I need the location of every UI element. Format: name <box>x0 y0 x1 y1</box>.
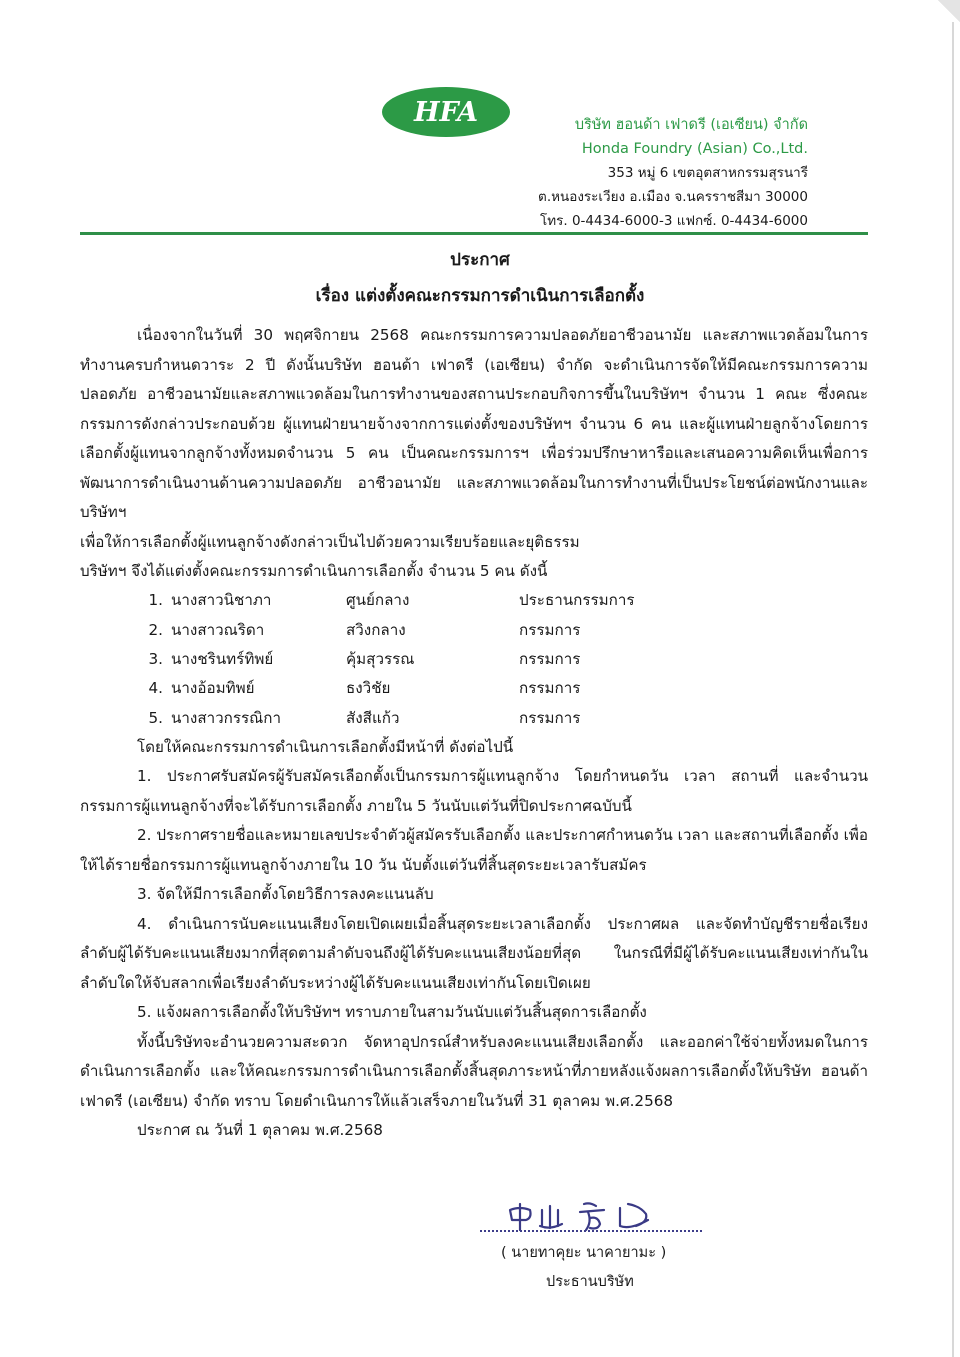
duty-item: 2. ประกาศรายชื่อและหมายเลขประจำตัวผู้สมัครรับเลือกตั้ง และประกาศกำหนดวัน เวลา และสถานที่เลือกตั้ง เพื่อให้ได้รายชื่อกรรมการผู้แทนลูกจ้างภายใน 10 วัน นับตั้งแต่วันที่สิ้นสุดระยะเวลารับสมัคร <box>80 826 868 874</box>
member-last-name: ศูนย์กลาง <box>346 591 410 610</box>
member-number: 1. <box>148 591 163 610</box>
company-address-line1: 353 หมู่ 6 เขตอุตสาหกรรมสุรนารี <box>607 165 808 181</box>
closing-paragraph: ทั้งนี้บริษัทจะอำนวยความสะดวก จัดหาอุปกรณ์สำหรับลงคะแนนเสียงเลือกตั้ง และออกค่าใช้จ่ายทั้งหมดในการดำเนินการเลือกตั้ง และให้คณะกรรมการดำเนินการเลือกตั้งสิ้นสุดภาระหน้าที่ภายหลังแจ้งผลการเลือกตั้งให้บริษัท ฮอนด้า เฟาดรี (เอเซียน) จำกัด ทราบ โดยดำเนินการให้แล้วเสร็จภายในวันที่ 31 ตุลาคม พ.ศ.2568 <box>80 1032 868 1110</box>
duty-item: 4. ดำเนินการนับคะแนนเสียงโดยเปิดเผยเมื่อสิ้นสุดระยะเวลาเลือกตั้ง ประกาศผล และจัดทำบัญชีรายชื่อเรียงลำดับผู้ได้รับคะแนนเสียงมากที่สุดตามลำดับจนถึงผู้ได้รับคะแนนเสียงน้อยที่สุด ในกรณีที่มีผู้ได้รับคะแนนเสียงเท่ากันในลำดับใดให้จับสลากเพื่อเรียงลำดับระหว่างผู้ได้รับคะแนนเสียงเท่ากันโดยเปิดเผย <box>80 914 868 992</box>
duty-item: 5. แจ้งผลการเลือกตั้งให้บริษัทฯ ทราบภายในสามวันนับแต่วันสิ้นสุดการเลือกตั้ง <box>137 1003 647 1022</box>
member-role: ประธานกรรมการ <box>519 591 635 610</box>
company-contact: โทร. 0-4434-6000-3 แฟกซ์. 0-4434-6000 <box>539 213 808 229</box>
list-item <box>80 674 868 703</box>
signatory-title: ประธานบริษัท <box>546 1274 634 1290</box>
list-item <box>80 616 868 645</box>
announcement-date: ประกาศ ณ วันที่ 1 ตุลาคม พ.ศ.2568 <box>137 1121 383 1140</box>
header-divider <box>80 232 868 235</box>
member-role: กรรมการ <box>519 650 581 668</box>
company-name-th: บริษัท ฮอนด้า เฟาดรี (เอเซียน) จำกัด <box>574 117 808 133</box>
logo-graphic <box>380 84 512 140</box>
duties-intro: โดยให้คณะกรรมการดำเนินการเลือกตั้งมีหน้าที่ ดังต่อไปนี้ <box>137 737 514 756</box>
duty-item: 1. ประกาศรับสมัครผู้รับสมัครเลือกตั้งเป็นกรรมการผู้แทนลูกจ้าง โดยกำหนดวัน เวลา สถานที่ และจำนวนกรรมการผู้แทนลูกจ้างที่จะได้รับการเลือกตั้ง ภายใน 5 วันนับแต่วันที่ปิดประกาศฉบับนี้ <box>80 767 868 815</box>
member-number: 3. <box>148 650 163 668</box>
signature-line <box>480 1230 702 1232</box>
member-number: 2. <box>148 620 163 639</box>
company-header <box>538 113 808 233</box>
announcement-subject: เรื่อง แต่งตั้งคณะกรรมการดำเนินการเลือกตั้ง <box>315 286 645 306</box>
logo-text: HFA <box>413 97 479 128</box>
list-item <box>80 704 868 733</box>
announcement-title: ประกาศ <box>450 250 510 270</box>
company-name-en: Honda Foundry (Asian) Co.,Ltd. <box>581 141 808 157</box>
member-number: 4. <box>148 679 163 698</box>
member-role: กรรมการ <box>519 708 581 727</box>
paragraph-purpose: เพื่อให้การเลือกตั้งผู้แทนลูกจ้างดังกล่าวเป็นไปด้วยความเรียบร้อยและยุติธรรม <box>80 532 580 551</box>
committee-member-list <box>80 587 868 733</box>
signature-area <box>480 1196 720 1240</box>
paragraph-appointment: บริษัทฯ จึงได้แต่งตั้งคณะกรรมการดำเนินการเลือกตั้ง จำนวน 5 คน ดังนี้ <box>80 562 548 580</box>
member-number: 5. <box>148 708 163 727</box>
member-first-name: นางชรินทร์ทิพย์ <box>171 650 274 668</box>
member-role: กรรมการ <box>519 620 581 639</box>
announcement-body <box>80 321 868 1146</box>
member-role: กรรมการ <box>519 679 581 698</box>
member-last-name: ธงวิชัย <box>346 679 391 698</box>
paragraph-background: เนื่องจากในวันที่ 30 พฤศจิกายน 2568 คณะกรรมการความปลอดภัยอาชีวอนามัย และสภาพแวดล้อมในการทำงานครบกำหนดวาระ 2 ปี ดังนั้นบริษัท ฮอนด้า เฟาดรี (เอเซียน) จำกัด จะดำเนินการจัดให้มีคณะกรรมการความปลอดภัย อาชีวอนามัยและสภาพแวดล้อมในการทำงานของสถานประกอบกิจการขึ้นในบริษัทฯ จำนวน 1 คณะ ซึ่งคณะกรรมการดังกล่าวประกอบด้วย ผู้แทนฝ่ายนายจ้างจากการแต่งตั้งของบริษัทฯ จำนวน 6 คน และผู้แทนฝ่ายลูกจ้างโดยการเลือกตั้งผู้แทนจากลูกจ้างทั้งหมดจำนวน 5 คน เป็นคณะกรรมการฯ เพื่อร่วมปรึกษาหารือและเสนอความคิดเห็นเพื่อการพัฒนาการดำเนินงานด้านความปลอดภัย อาชีวอนามัย และสภาพแวดล้อมในการทำงานที่เป็นประโยชน์ต่อพนักงานและบริษัทฯ <box>80 326 868 521</box>
list-item <box>80 587 868 616</box>
company-logo <box>380 84 512 140</box>
duty-item: 3. จัดให้มีการเลือกตั้งโดยวิธีการลงคะแนนลับ <box>137 885 434 904</box>
member-first-name: นางสาวณริดา <box>171 620 265 639</box>
member-last-name: สังสีแก้ว <box>346 708 400 727</box>
member-first-name: นางสาวนิชาภา <box>171 591 272 610</box>
member-last-name: สวิงกลาง <box>346 620 406 639</box>
member-last-name: คุ้มสุวรรณ <box>346 650 415 668</box>
list-item <box>80 645 868 674</box>
page-corner-fold <box>938 0 960 22</box>
signatory-name: ( นายทาคุยะ นาคายามะ ) <box>501 1245 667 1261</box>
page-edge <box>952 0 954 1357</box>
member-first-name: นางสาวกรรณิกา <box>171 708 281 727</box>
member-first-name: นางอ้อมทิพย์ <box>171 679 255 698</box>
company-address-line2: ต.หนองระเวียง อ.เมือง จ.นครราชสีมา 30000 <box>538 189 808 205</box>
